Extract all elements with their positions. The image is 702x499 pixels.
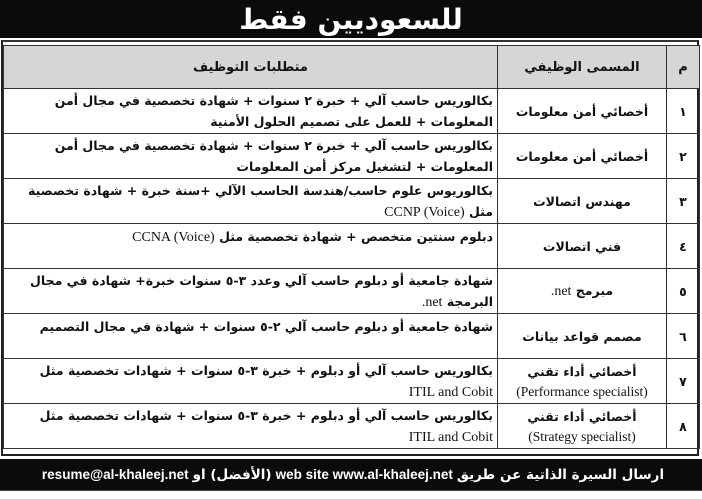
requirements-text: شهادة جامعية أو دبلوم حاسب آلي ٢-٥ سنوات + شهادة في مجال التصميم [39, 319, 493, 334]
job-requirements [4, 359, 498, 404]
website-link[interactable]: web site www.al-khaleej.net [275, 467, 453, 482]
table-row [4, 179, 700, 224]
job-requirements [4, 314, 498, 359]
job-requirements [4, 404, 498, 449]
table-row [4, 359, 700, 404]
requirements-certification: ITIL and Cobit [408, 384, 493, 400]
job-title-text: مبرمج [575, 283, 614, 298]
table-row [4, 404, 700, 449]
job-title [498, 179, 667, 224]
requirements-text: بكالوريس حاسب آلي أو دبلوم + خبرة ٣-٥ سنوات + شهادات تخصصية مثل [39, 362, 493, 378]
requirements-text: بكالوريوس علوم حاسب/هندسة الحاسب الآلي +سنة خبرة + شهادة تخصصية مثل [27, 182, 493, 219]
job-title-text: أخصائي أمن معلومات [515, 103, 649, 119]
row-number: ١ [667, 89, 700, 134]
page-title-bar [0, 0, 702, 38]
requirements-certification: ITIL and Cobit [408, 429, 493, 445]
job-title-text: أخصائي أمن معلومات [515, 148, 649, 164]
row-number: ٣ [667, 179, 700, 224]
job-title [498, 269, 667, 314]
job-title-english: (Strategy specialist) [528, 429, 636, 444]
job-title-text: أخصائي أداء تقني [527, 409, 637, 424]
job-requirements [4, 89, 498, 134]
footer-contact-bar [0, 459, 702, 490]
table-header-row [4, 46, 700, 89]
job-requirements [4, 134, 498, 179]
job-requirements [4, 179, 498, 224]
requirements-text: دبلوم سنتين متخصص + شهادة تخصصية مثل [219, 229, 493, 244]
job-title-text: أخصائي أداء تقني [527, 364, 637, 379]
column-header-job-title: المسمى الوظيفي [498, 46, 667, 89]
job-requirements [4, 269, 498, 314]
job-title [498, 359, 667, 404]
job-title [498, 314, 667, 359]
footer-prefix: ارسال السيرة الذاتية عن طريق [456, 466, 665, 483]
table-row [4, 224, 700, 269]
row-number: ٥ [667, 269, 700, 314]
requirements-text: بكالوريس حاسب آلي + خبرة ٢ سنوات + شهادة تخصصية في مجال أمن المعلومات + لتشغيل مركز أمن المعلومات [54, 138, 493, 174]
job-title-text: مهندس اتصالات [533, 193, 631, 209]
row-number: ٢ [667, 134, 700, 179]
column-header-requirements: متطلبات التوظيف [4, 46, 498, 89]
table-row [4, 89, 700, 134]
job-title-text: مصمم قواعد بيانات [522, 328, 642, 344]
table-row [4, 269, 700, 314]
row-number: ٤ [667, 224, 700, 269]
job-title [498, 89, 667, 134]
job-requirements [4, 224, 498, 269]
row-number: ٦ [667, 314, 700, 359]
page-title: للسعوديين فقط [239, 2, 463, 36]
job-title [498, 404, 667, 449]
jobs-table [3, 45, 700, 449]
requirements-text: شهادة جامعية أو دبلوم حاسب آلي وعدد ٣-٥ سنوات خبرة+ شهادة في مجال البرمجة [30, 272, 493, 309]
job-title [498, 134, 667, 179]
requirements-text: بكالوريس حاسب آلي أو دبلوم + خبرة ٣-٥ سنوات + شهادات تخصصية مثل [39, 407, 493, 423]
email-link[interactable]: resume@al-khaleej.net [41, 467, 189, 482]
row-number: ٨ [667, 404, 700, 449]
job-title-text: فني اتصالات [542, 238, 622, 254]
requirements-text: بكالوريس حاسب آلي + خبرة ٢ سنوات + شهادة تخصصية في مجال أمن المعلومات + للعمل على تصميم الحلول الأمنية [54, 93, 493, 129]
job-title [498, 224, 667, 269]
table-row [4, 314, 700, 359]
column-header-number: م [667, 46, 700, 89]
row-number: ٧ [667, 359, 700, 404]
requirements-certification: .net [421, 294, 443, 310]
requirements-certification: CCNP (Voice) [384, 204, 465, 220]
job-title-english: .net [550, 284, 572, 299]
footer-preferred: (الأفضل) او [192, 466, 272, 483]
requirements-certification: CCNA (Voice) [132, 230, 215, 245]
job-title-english: (Performance specialist) [516, 384, 648, 399]
table-row [4, 134, 700, 179]
